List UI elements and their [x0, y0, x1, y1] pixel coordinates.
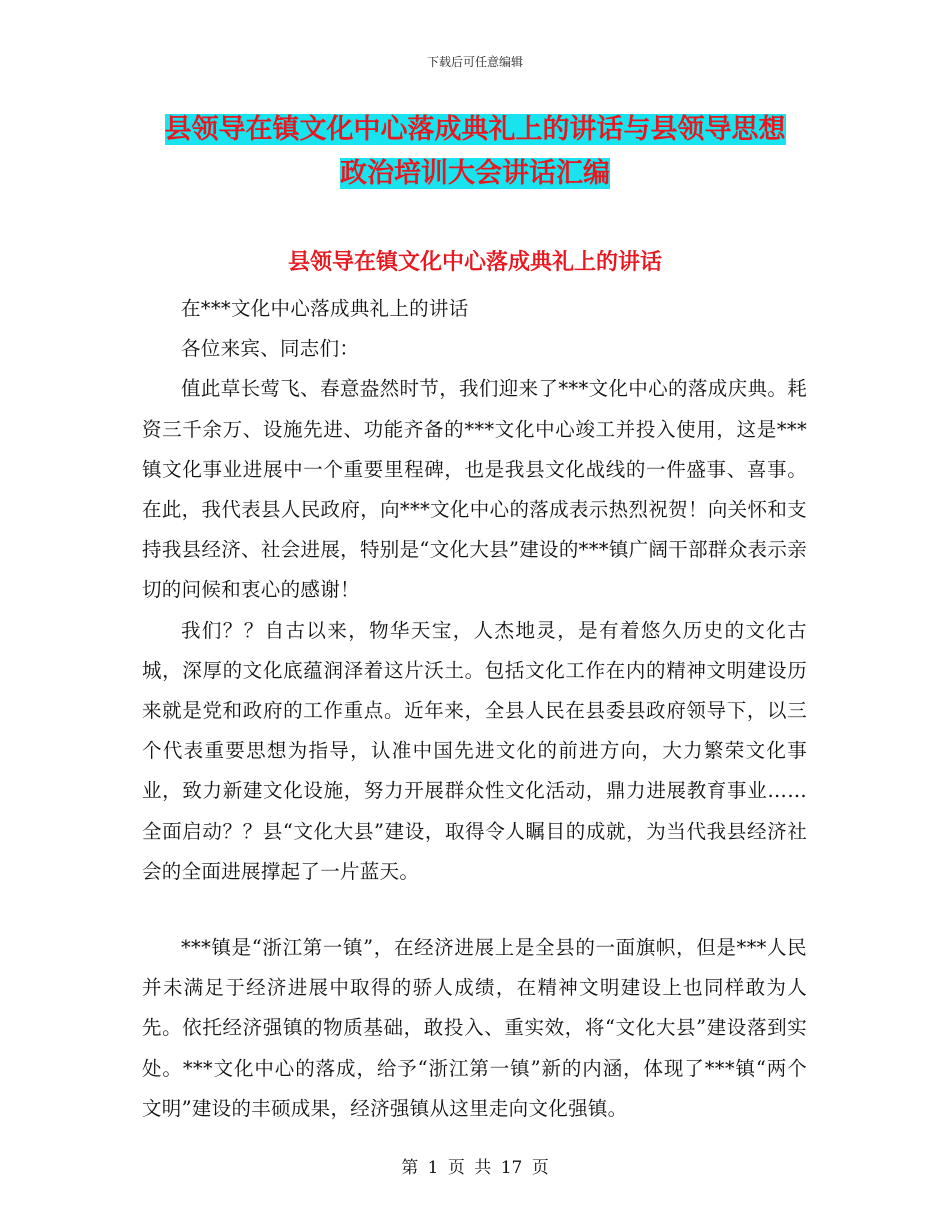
document-title-line-2: 政治培训大会讲话汇编 [340, 158, 610, 189]
document-title-line-1: 县领导在镇文化中心落成典礼上的讲话与县领导思想 [164, 114, 786, 145]
section-title: 县领导在镇文化中心落成典礼上的讲话 [287, 250, 662, 275]
speech-subtitle: 在***文化中心落成典礼上的讲话 [181, 297, 469, 320]
page-number-footer: 第 1 页 共 17 页 [401, 1158, 549, 1178]
document-body [142, 289, 807, 1129]
salutation: 各位来宾、同志们： [181, 337, 360, 361]
document-title [0, 108, 950, 196]
paragraph: 我们？？自古以来，物华天宝，人杰地灵，是有着悠久历史的文化古城，深厚的文化底蕴润泽着这片沃土。包括文化工作在内的精神文明建设历来就是党和政府的工作重点。近年来，全县人民在县委县政府领导下，以三个代表重要思想为指导，认准中国先进文化的前进方向，大力繁荣文化事业，致力新建文化设施，努力开展群众性文化活动，鼎力进展教育事业……全面启动？？县“文化大县”建设，取得令人瞩目的成就，为当代我县经济社会的全面进展撑起了一片蓝天。 [142, 618, 807, 883]
header-note: 下载后可任意编辑 [426, 55, 523, 69]
paragraph: ***镇是“浙江第一镇”，在经济进展上是全县的一面旗帜，但是***人民并未满足于经济进展中取得的骄人成绩，在精神文明建设上也同样敢为人先。依托经济强镇的物质基础，敢投入、重实效，将“文化大县”建设落到实处。***文化中心的落成，给予“浙江第一镇”新的内涵，体现了***镇“两个文明”建设的丰硕成果，经济强镇从这里走向文化强镇。 [142, 936, 807, 1120]
paragraph: 值此草长莺飞、春意盎然时节，我们迎来了***文化中心的落成庆典。耗资三千余万、设施先进、功能齐备的***文化中心竣工并投入使用，这是***镇文化事业进展中一个重要里程碑，也是我县文化战线的一件盛事、喜事。在此，我代表县人民政府，向***文化中心的落成表示热烈祝贺！向关怀和支持我县经济、社会进展，特别是“文化大县”建设的***镇广阔干部群众表示亲切的问候和衷心的感谢！ [142, 377, 807, 602]
